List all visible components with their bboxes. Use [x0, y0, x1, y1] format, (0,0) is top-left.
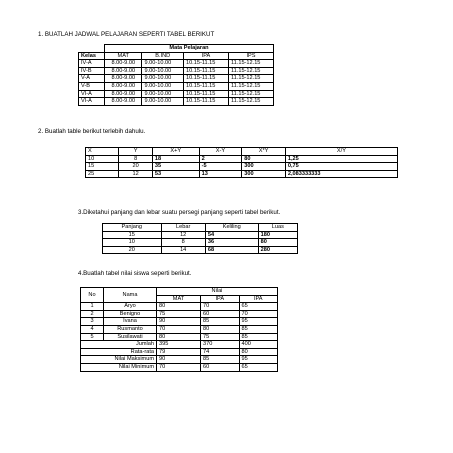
table-cell: 3: [81, 318, 104, 326]
table-cell: 70: [157, 363, 201, 371]
grades-table: [80, 287, 278, 372]
table-cell: 9.00-10.00: [142, 90, 183, 98]
table-cell: 12: [161, 231, 205, 239]
table-cell: 2: [81, 310, 104, 318]
table-cell: 8.00-9.00: [105, 98, 142, 106]
table-row: [79, 75, 274, 83]
table-cell: 65: [239, 303, 278, 311]
table-cell: 300: [242, 163, 286, 171]
table-cell: 54: [205, 231, 258, 239]
table-cell: 395: [157, 341, 201, 349]
table-cell: 80: [201, 325, 239, 333]
table-cell: 85: [239, 325, 278, 333]
summary-label: Nilai Minimum: [81, 363, 157, 371]
header-cell: Keliling: [205, 224, 258, 232]
table-cell: 400: [239, 341, 278, 349]
table-cell: 8.00-9.00: [105, 82, 142, 90]
table-cell: 68: [205, 246, 258, 254]
table-cell: 8.00-9.00: [105, 67, 142, 75]
table-cell: 2,083333333: [285, 170, 397, 178]
table-cell: 10: [86, 155, 119, 163]
summary-row: [81, 363, 278, 371]
table-cell: 80: [157, 333, 201, 341]
header-cell: IPA: [183, 52, 228, 60]
table-cell: 9.00-10.00: [142, 60, 183, 68]
table-row: [103, 239, 298, 247]
header-cell: X+Y: [152, 148, 199, 156]
table-cell: 280: [258, 246, 297, 254]
header-cell: B.IND: [142, 52, 183, 60]
table-cell: Benigno: [104, 310, 157, 318]
table-cell: 0,75: [285, 163, 397, 171]
table-cell: 9.00-10.00: [142, 67, 183, 75]
table-cell: 90: [157, 356, 201, 364]
header-row: [86, 148, 398, 156]
table-cell: 2: [199, 155, 242, 163]
table-row: [81, 310, 278, 318]
header-cell: IPA: [239, 295, 278, 303]
table-cell: 300: [242, 170, 286, 178]
summary-label: Nilai Maksimum: [81, 356, 157, 364]
header-cell: IPA: [201, 295, 239, 303]
header-cell: X/Y: [285, 148, 397, 156]
header-row: [81, 288, 278, 296]
table-cell: 10.15-11.15: [183, 75, 228, 83]
table-row: [79, 82, 274, 90]
header-cell: Luas: [258, 224, 297, 232]
table-cell: 10.15-11.15: [183, 98, 228, 106]
question-2-title: 2. Buatlah table berikut terlebih dahulu.: [38, 128, 146, 135]
header-cell: Y: [119, 148, 152, 156]
header-cell: Kelas: [79, 52, 105, 60]
table-cell: 9.00-10.00: [142, 75, 183, 83]
question-1-title: 1. BUATLAH JADWAL PELAJARAN SEPERTI TABEL BERIKUT: [38, 31, 215, 38]
summary-row: [81, 341, 278, 349]
table-cell: 10.15-11.15: [183, 67, 228, 75]
table-cell: 10.15-11.15: [183, 90, 228, 98]
table-cell: 85: [239, 333, 278, 341]
table-cell: 14: [161, 246, 205, 254]
table-cell: 11.15-12.15: [228, 75, 273, 83]
table-cell: 10.15-11.15: [183, 60, 228, 68]
table-cell: 370: [201, 341, 239, 349]
table-cell: 9.00-10.00: [142, 82, 183, 90]
table-cell: IV-B: [79, 67, 105, 75]
table-cell: 8.00-9.00: [105, 75, 142, 83]
table-cell: 80: [242, 155, 286, 163]
table-row: [86, 170, 398, 178]
table-cell: 11.15-12.15: [228, 98, 273, 106]
table-row: [86, 163, 398, 171]
table-row: [79, 60, 274, 68]
rectangle-table: [102, 223, 298, 254]
summary-label: Rata-rata: [81, 348, 157, 356]
table-cell: 79: [157, 348, 201, 356]
table-cell: 4: [81, 325, 104, 333]
table-cell: 15: [103, 231, 162, 239]
header-cell: X-Y: [199, 148, 242, 156]
table-cell: 180: [258, 231, 297, 239]
table-cell: 60: [201, 310, 239, 318]
header-row: [103, 224, 298, 232]
header-cell: X: [86, 148, 119, 156]
table-cell: 25: [86, 170, 119, 178]
table-cell: 18: [152, 155, 199, 163]
table-cell: 80: [239, 348, 278, 356]
table-cell: 8.00-9.00: [105, 90, 142, 98]
header-cell: MAT: [157, 295, 201, 303]
table-row: [81, 318, 278, 326]
question-3-title: 3.Diketahui panjang dan lebar suatu persegi panjang seperti tabel berikut.: [78, 209, 281, 216]
header-cell: No: [81, 288, 104, 303]
table-cell: Susilawati: [104, 333, 157, 341]
table-cell: 90: [157, 318, 201, 326]
table-cell: V-B: [79, 82, 105, 90]
table-cell: 60: [201, 363, 239, 371]
table-cell: 10.15-11.15: [183, 82, 228, 90]
table-cell: 20: [119, 163, 152, 171]
table-row: [81, 325, 278, 333]
table-cell: 10: [103, 239, 162, 247]
table-row: [79, 67, 274, 75]
header-cell: X*Y: [242, 148, 286, 156]
summary-row: [81, 356, 278, 364]
summary-row: [81, 348, 278, 356]
table-cell: VI-A: [79, 98, 105, 106]
group-header: Mata Pelajaran: [105, 45, 274, 53]
table-row: [86, 155, 398, 163]
table-cell: 35: [152, 163, 199, 171]
table-cell: 11.15-12.15: [228, 90, 273, 98]
table-row: [103, 231, 298, 239]
table-row: [79, 90, 274, 98]
table-cell: Aryo: [104, 303, 157, 311]
table-cell: V-A: [79, 75, 105, 83]
table-cell: Ivana: [104, 318, 157, 326]
table-cell: 36: [205, 239, 258, 247]
question-4-title: 4.Buatlah tabel nilai siswa seperti berikut.: [78, 270, 192, 277]
table-cell: 80: [157, 303, 201, 311]
table-cell: 5: [81, 333, 104, 341]
table-cell: 15: [86, 163, 119, 171]
table-cell: 20: [103, 246, 162, 254]
table-cell: 85: [201, 318, 239, 326]
table-cell: 75: [201, 333, 239, 341]
group-header: Nilai: [157, 288, 278, 296]
table-cell: IV-A: [79, 60, 105, 68]
table-row: [103, 246, 298, 254]
table-cell: 80: [258, 239, 297, 247]
table-row: [79, 98, 274, 106]
table-cell: 11.15-12.15: [228, 82, 273, 90]
summary-label: Jumlah: [81, 341, 157, 349]
header-cell: Panjang: [103, 224, 162, 232]
table-cell: 8.00-9.00: [105, 60, 142, 68]
table-cell: 1,25: [285, 155, 397, 163]
header-cell: IPS: [228, 52, 273, 60]
table-cell: 74: [201, 348, 239, 356]
table-cell: 11.15-12.15: [228, 67, 273, 75]
table-row: [81, 303, 278, 311]
schedule-table: [78, 44, 274, 106]
table-cell: 85: [201, 356, 239, 364]
table-cell: 65: [239, 363, 278, 371]
operations-table: [85, 147, 398, 178]
header-cell: Nama: [104, 288, 157, 303]
table-row: [81, 333, 278, 341]
table-cell: 8: [119, 155, 152, 163]
header-row: [79, 52, 274, 60]
table-cell: 53: [152, 170, 199, 178]
table-cell: 9.00-10.00: [142, 98, 183, 106]
table-cell: 11.15-12.15: [228, 60, 273, 68]
table-cell: 8: [161, 239, 205, 247]
table-cell: 12: [119, 170, 152, 178]
table-cell: Rusmanto: [104, 325, 157, 333]
table-cell: 70: [239, 310, 278, 318]
table-cell: 75: [157, 310, 201, 318]
table-cell: 70: [201, 303, 239, 311]
header-cell: MAT: [105, 52, 142, 60]
table-cell: 70: [157, 325, 201, 333]
table-cell: 13: [199, 170, 242, 178]
header-cell: Lebar: [161, 224, 205, 232]
table-cell: 1: [81, 303, 104, 311]
table-cell: 95: [239, 356, 278, 364]
table-cell: VI-A: [79, 90, 105, 98]
table-cell: 95: [239, 318, 278, 326]
table-cell: -5: [199, 163, 242, 171]
